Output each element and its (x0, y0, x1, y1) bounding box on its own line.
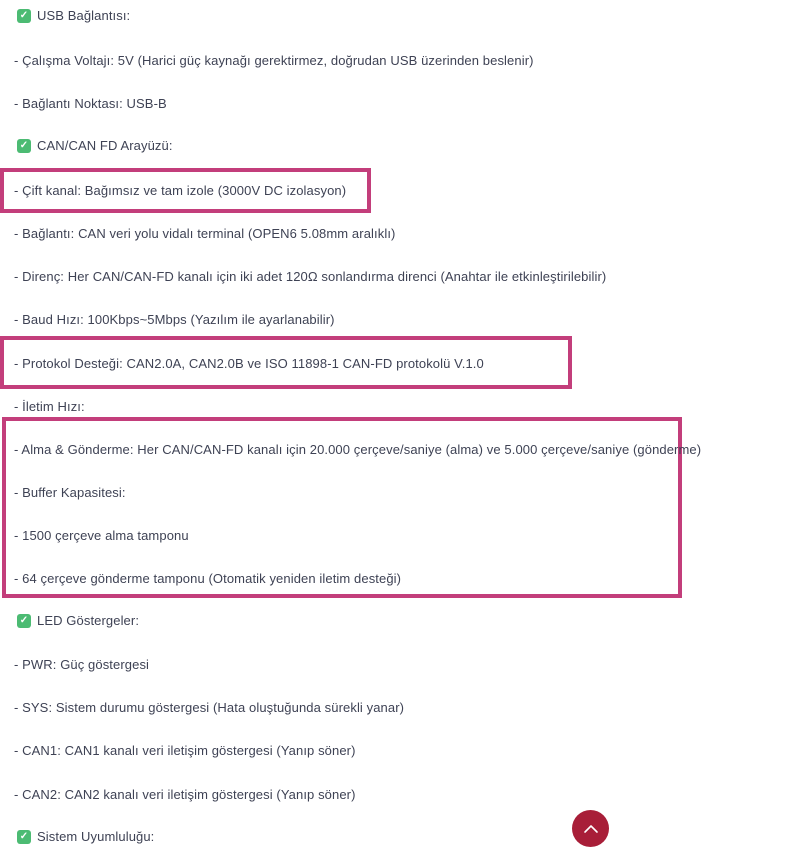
spec-line-can-dual: - Çift kanal: Bağımsız ve tam izole (3000V DC izolasyon) (14, 183, 347, 198)
spec-line-can-terminal: - Bağlantı: CAN veri yolu vidalı terminal (OPEN6 5.08mm aralıklı) (14, 226, 396, 241)
spec-line-usb-port: - Bağlantı Noktası: USB-B (14, 96, 167, 111)
section-header-label: LED Göstergeler: (37, 613, 140, 628)
green-checkbox-icon: ✓ (17, 830, 31, 844)
section-header-label: Sistem Uyumluluğu: (37, 829, 155, 844)
spec-line-transmit-header: - İletim Hızı: (14, 399, 85, 414)
section-header-system (17, 829, 154, 845)
spec-line-can-baud: - Baud Hızı: 100Kbps~5Mbps (Yazılım ile ayarlanabilir) (14, 312, 335, 327)
spec-line-usb-voltage: - Çalışma Voltajı: 5V (Harici güç kaynağı gerektirmez, doğrudan USB üzerinden beslenir) (14, 53, 534, 68)
section-header-can (17, 138, 173, 154)
chevron-up-icon (583, 824, 599, 834)
spec-line-buffer-header: - Buffer Kapasitesi: (14, 485, 126, 500)
section-header-led (17, 613, 139, 629)
spec-line-buffer-tx: - 64 çerçeve gönderme tamponu (Otomatik yeniden iletim desteği) (14, 571, 402, 586)
spec-line-led-can1: - CAN1: CAN1 kanalı veri iletişim göstergesi (Yanıp söner) (14, 743, 356, 758)
scroll-to-top-button[interactable] (572, 810, 609, 847)
section-header-usb (17, 8, 130, 24)
green-checkbox-icon: ✓ (17, 614, 31, 628)
green-checkbox-icon: ✓ (17, 9, 31, 23)
spec-line-can-resistor: - Direnç: Her CAN/CAN-FD kanalı için iki adet 120Ω sonlandırma direnci (Anahtar ile etkinleştirilebilir) (14, 269, 607, 284)
spec-line-buffer-rx: - 1500 çerçeve alma tamponu (14, 528, 189, 543)
spec-line-led-can2: - CAN2: CAN2 kanalı veri iletişim göstergesi (Yanıp söner) (14, 787, 356, 802)
spec-line-led-sys: - SYS: Sistem durumu göstergesi (Hata oluştuğunda sürekli yanar) (14, 700, 405, 715)
spec-line-can-protocol: - Protokol Desteği: CAN2.0A, CAN2.0B ve ISO 11898-1 CAN-FD protokolü V.1.0 (14, 356, 484, 371)
section-header-label: USB Bağlantısı: (37, 8, 131, 23)
spec-line-transmit-rate: - Alma & Gönderme: Her CAN/CAN-FD kanalı için 20.000 çerçeve/saniye (alma) ve 5.000 çerçeve/saniye (gönderme) (14, 442, 702, 457)
green-checkbox-icon: ✓ (17, 139, 31, 153)
section-header-label: CAN/CAN FD Arayüzü: (37, 138, 173, 153)
spec-line-led-pwr: - PWR: Güç göstergesi (14, 657, 150, 672)
